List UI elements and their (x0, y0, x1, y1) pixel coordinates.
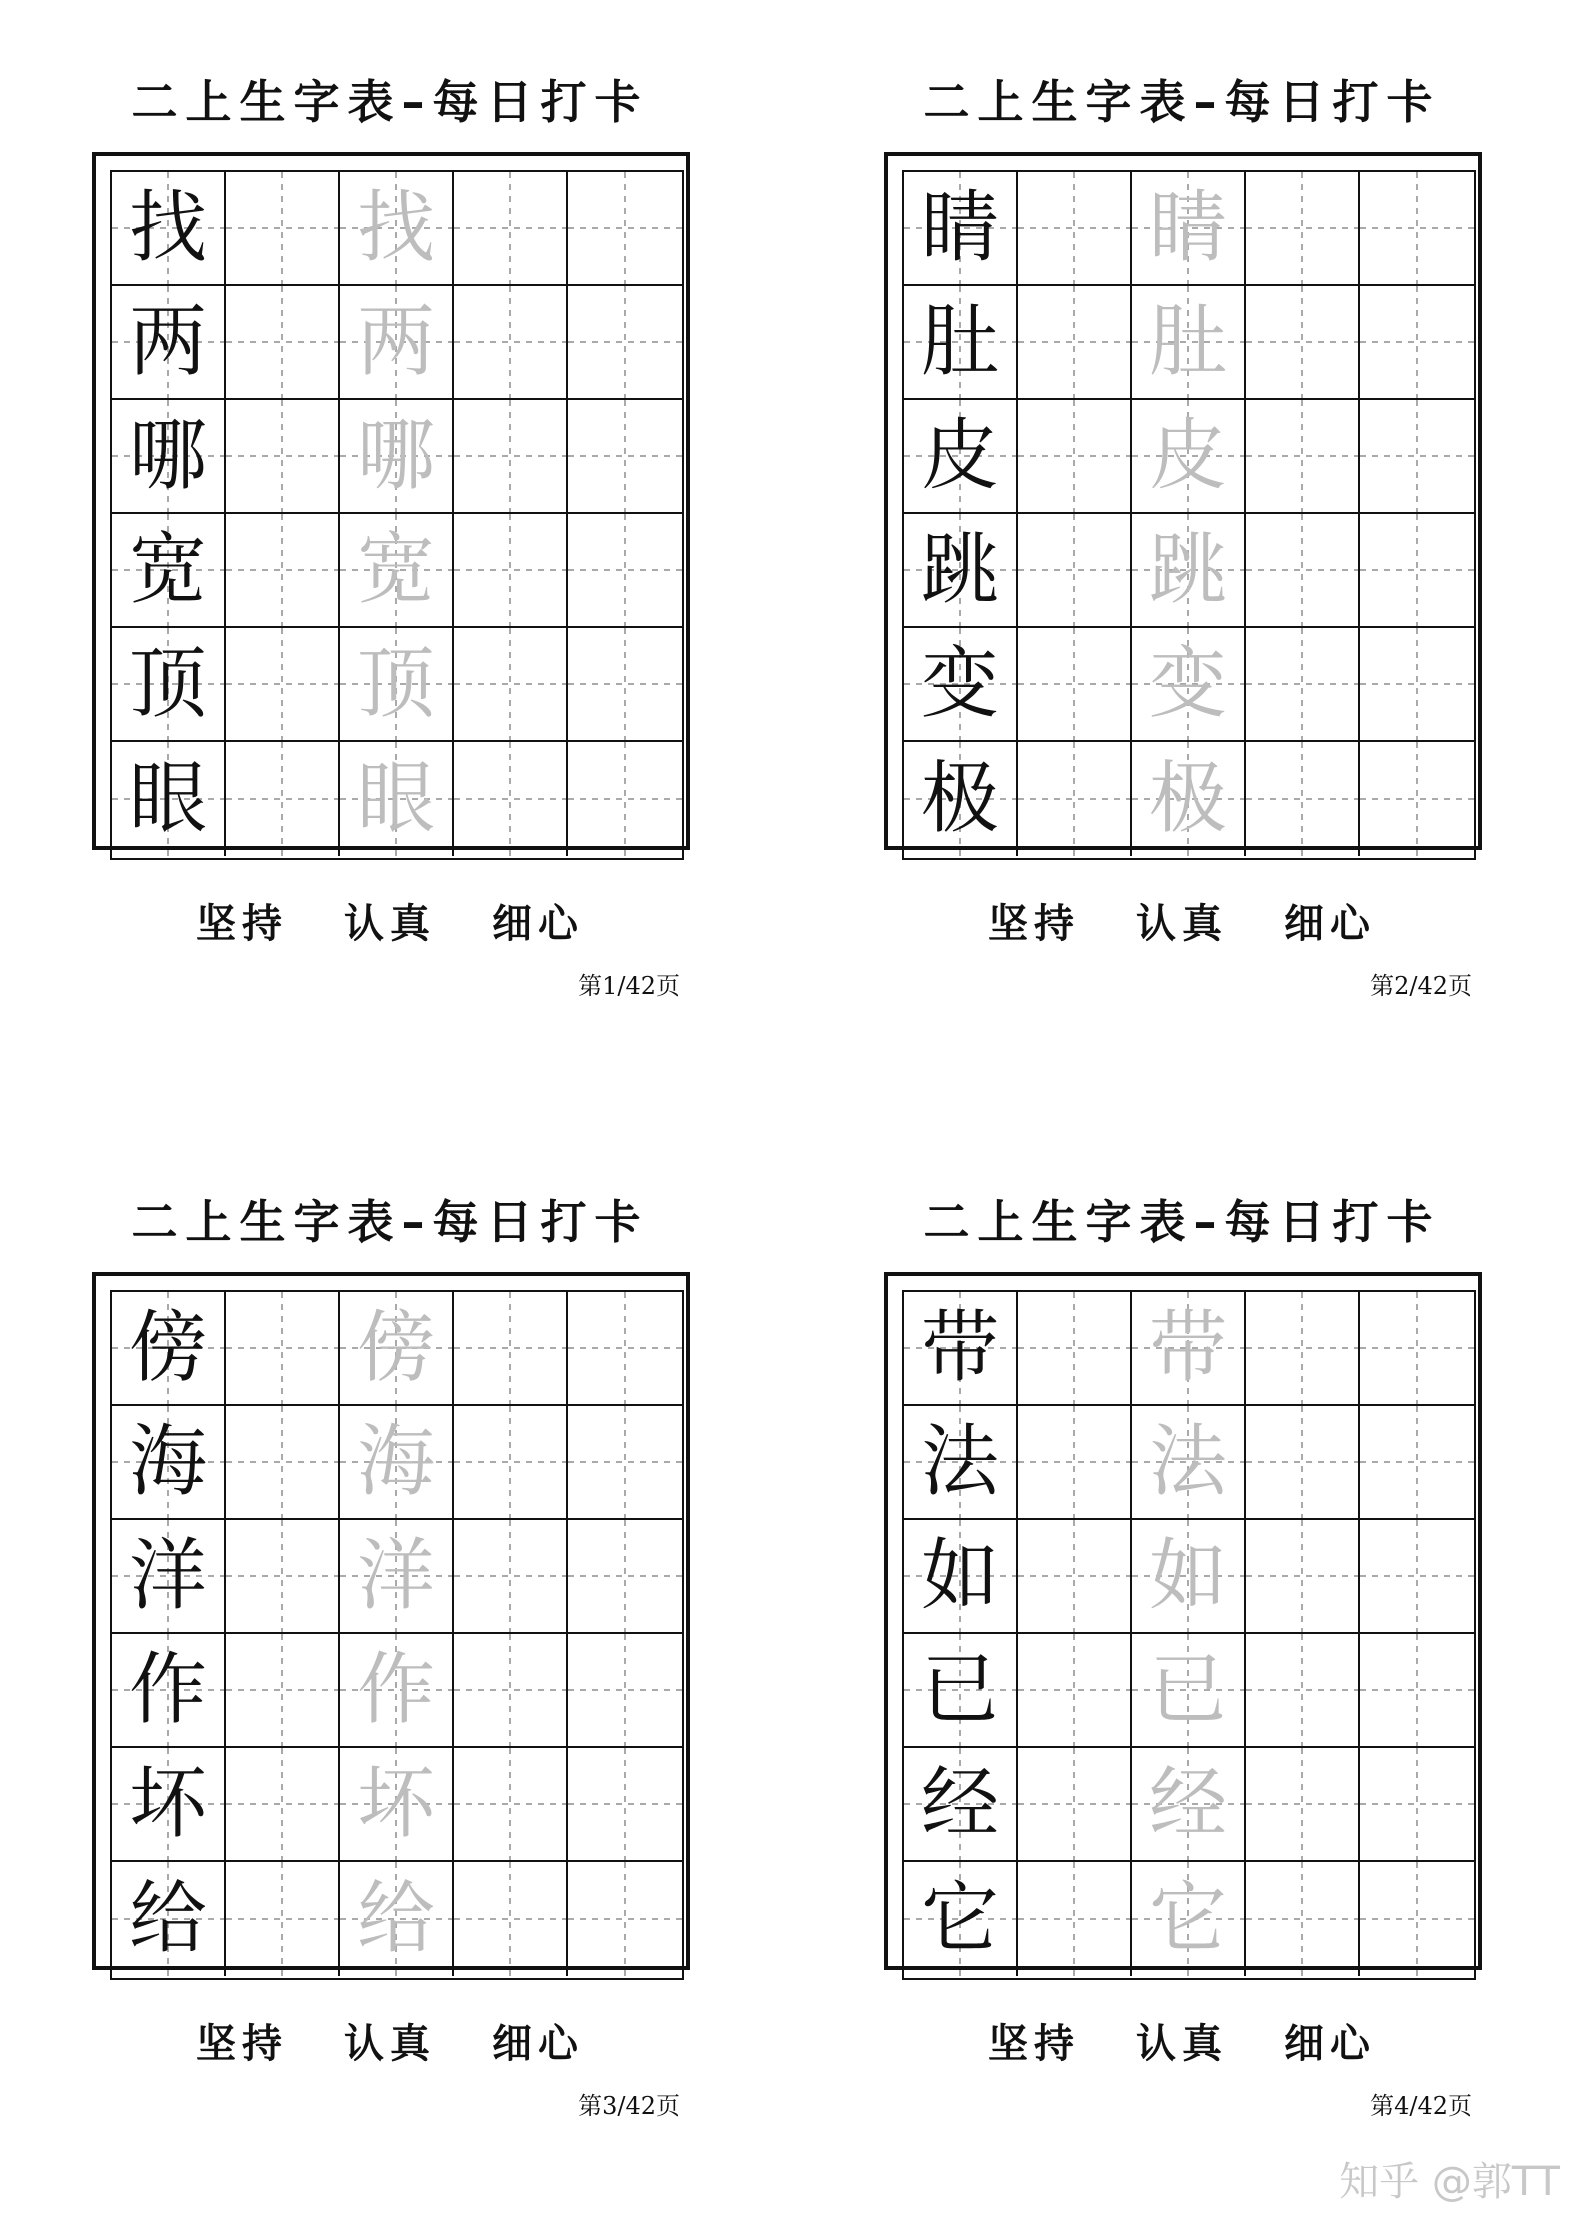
practice-cell[interactable] (226, 172, 340, 286)
trace-char: 如 (1148, 1531, 1227, 1621)
page-number: 第3/42页 (578, 2092, 680, 2120)
model-char-cell (904, 514, 1018, 628)
practice-cell[interactable] (454, 1520, 568, 1634)
trace-char-cell (1132, 1292, 1246, 1406)
practice-cell[interactable] (226, 1292, 340, 1406)
trace-char-cell (1132, 1748, 1246, 1862)
model-char-cell (112, 514, 226, 628)
trace-char-cell (340, 400, 454, 514)
worksheet-title: 二上生字表–每日打卡 (923, 75, 1441, 129)
trace-char-cell (1132, 172, 1246, 286)
practice-cell[interactable] (568, 286, 682, 400)
grid-row (112, 514, 682, 628)
practice-cell[interactable] (1246, 1748, 1360, 1862)
practice-cell[interactable] (454, 514, 568, 628)
grid-frame (92, 1272, 690, 1970)
practice-cell[interactable] (226, 400, 340, 514)
trace-char: 法 (1148, 1417, 1227, 1507)
practice-cell[interactable] (226, 1862, 340, 1976)
practice-cell[interactable] (1360, 742, 1474, 856)
motto (80, 892, 700, 947)
model-char-cell (904, 742, 1018, 856)
practice-cell[interactable] (454, 628, 568, 742)
practice-cell[interactable] (1246, 1406, 1360, 1520)
grid-row (904, 1520, 1474, 1634)
practice-cell[interactable] (1018, 1634, 1132, 1748)
trace-char: 变 (1148, 639, 1227, 729)
motto-word: 坚持 (196, 901, 288, 947)
trace-char-cell (1132, 400, 1246, 514)
practice-cell[interactable] (1246, 1520, 1360, 1634)
watermark: 知乎 @郭TT (1339, 2159, 1560, 2205)
trace-char-cell (340, 172, 454, 286)
grid-frame (884, 152, 1482, 850)
model-char-cell (112, 1634, 226, 1748)
motto-word: 细心 (492, 2021, 584, 2067)
page-number: 第4/42页 (1370, 2092, 1472, 2120)
grid-row (904, 1292, 1474, 1406)
grid-row (904, 628, 1474, 742)
model-char: 找 (128, 183, 207, 273)
motto-word: 细心 (1284, 2021, 1376, 2067)
trace-char: 极 (1148, 754, 1227, 844)
trace-char-cell (340, 742, 454, 856)
model-char-cell (112, 1406, 226, 1520)
grid-frame (92, 152, 690, 850)
motto-word: 细心 (492, 901, 584, 947)
worksheet-title: 二上生字表–每日打卡 (131, 1195, 649, 1249)
grid-row (112, 286, 682, 400)
grid-row (112, 1406, 682, 1520)
practice-cell[interactable] (1246, 1862, 1360, 1976)
grid-row (112, 400, 682, 514)
trace-char-cell (340, 1520, 454, 1634)
model-char-cell (904, 1634, 1018, 1748)
practice-cell[interactable] (568, 1862, 682, 1976)
model-char: 它 (920, 1874, 999, 1964)
trace-char: 海 (356, 1417, 435, 1507)
model-char: 跳 (920, 525, 999, 615)
practice-cell[interactable] (568, 628, 682, 742)
grid-row (904, 1748, 1474, 1862)
grid-row (904, 286, 1474, 400)
trace-char: 已 (1148, 1645, 1227, 1735)
trace-char: 跳 (1148, 525, 1227, 615)
model-char: 作 (128, 1645, 207, 1735)
trace-char: 睛 (1148, 183, 1227, 273)
model-char: 顶 (128, 639, 207, 729)
trace-char-cell (1132, 286, 1246, 400)
model-char: 坏 (128, 1759, 207, 1849)
practice-cell[interactable] (1360, 1634, 1474, 1748)
practice-cell[interactable] (568, 172, 682, 286)
practice-cell[interactable] (1018, 742, 1132, 856)
practice-cell[interactable] (1360, 286, 1474, 400)
grid-row (112, 1748, 682, 1862)
model-char-cell (904, 1520, 1018, 1634)
trace-char: 它 (1148, 1874, 1227, 1964)
character-grid (110, 1290, 684, 1980)
practice-cell[interactable] (568, 400, 682, 514)
trace-char-cell (340, 286, 454, 400)
model-char-cell (112, 286, 226, 400)
model-char: 已 (920, 1645, 999, 1735)
character-grid (902, 170, 1476, 860)
model-char: 法 (920, 1417, 999, 1507)
trace-char-cell (340, 1862, 454, 1976)
grid-row (904, 1634, 1474, 1748)
worksheet-page (80, 60, 760, 1000)
practice-cell[interactable] (1018, 628, 1132, 742)
practice-cell[interactable] (226, 1748, 340, 1862)
character-grid (902, 1290, 1476, 1980)
motto-word: 认真 (344, 2021, 436, 2067)
trace-char: 哪 (356, 411, 435, 501)
page-number: 第1/42页 (578, 972, 680, 1000)
practice-cell[interactable] (568, 514, 682, 628)
model-char-cell (904, 1748, 1018, 1862)
practice-cell[interactable] (454, 742, 568, 856)
grid-row (904, 1406, 1474, 1520)
practice-cell[interactable] (454, 172, 568, 286)
practice-cell[interactable] (454, 1748, 568, 1862)
practice-cell[interactable] (1360, 514, 1474, 628)
model-char: 如 (920, 1531, 999, 1621)
practice-cell[interactable] (454, 1406, 568, 1520)
model-char: 皮 (920, 411, 999, 501)
motto (872, 2012, 1492, 2067)
model-char: 洋 (128, 1531, 207, 1621)
trace-char: 坏 (356, 1759, 435, 1849)
worksheet-title: 二上生字表–每日打卡 (923, 1195, 1441, 1249)
practice-cell[interactable] (568, 1748, 682, 1862)
practice-cell[interactable] (1246, 400, 1360, 514)
grid-row (112, 742, 682, 856)
model-char-cell (112, 1748, 226, 1862)
practice-cell[interactable] (1246, 286, 1360, 400)
trace-char: 眼 (356, 754, 435, 844)
trace-char-cell (1132, 628, 1246, 742)
trace-char-cell (340, 1292, 454, 1406)
model-char: 宽 (128, 525, 207, 615)
grid-row (112, 628, 682, 742)
practice-cell[interactable] (1360, 628, 1474, 742)
model-char-cell (904, 1292, 1018, 1406)
trace-char-cell (1132, 742, 1246, 856)
model-char-cell (904, 1406, 1018, 1520)
model-char-cell (112, 742, 226, 856)
trace-char: 肚 (1148, 297, 1227, 387)
practice-cell[interactable] (568, 1520, 682, 1634)
grid-row (112, 1292, 682, 1406)
practice-cell[interactable] (1018, 1748, 1132, 1862)
trace-char: 找 (356, 183, 435, 273)
practice-cell[interactable] (454, 1634, 568, 1748)
character-grid (110, 170, 684, 860)
practice-cell[interactable] (226, 514, 340, 628)
model-char-cell (904, 172, 1018, 286)
practice-cell[interactable] (226, 286, 340, 400)
grid-row (904, 742, 1474, 856)
motto-word: 坚持 (196, 2021, 288, 2067)
worksheet-page (872, 60, 1552, 1000)
trace-char: 两 (356, 297, 435, 387)
trace-char: 傍 (356, 1303, 435, 1393)
trace-char: 给 (356, 1874, 435, 1964)
model-char: 变 (920, 639, 999, 729)
practice-cell[interactable] (1018, 1406, 1132, 1520)
practice-cell[interactable] (1246, 1292, 1360, 1406)
model-char-cell (112, 1292, 226, 1406)
practice-cell[interactable] (1360, 172, 1474, 286)
motto (872, 892, 1492, 947)
practice-cell[interactable] (568, 1634, 682, 1748)
model-char: 睛 (920, 183, 999, 273)
practice-cell[interactable] (226, 1520, 340, 1634)
practice-cell[interactable] (1018, 286, 1132, 400)
practice-cell[interactable] (1018, 1520, 1132, 1634)
model-char: 经 (920, 1759, 999, 1849)
practice-cell[interactable] (1246, 628, 1360, 742)
page-number: 第2/42页 (1370, 972, 1472, 1000)
motto (80, 2012, 700, 2067)
model-char: 傍 (128, 1303, 207, 1393)
practice-cell[interactable] (1018, 400, 1132, 514)
model-char: 肚 (920, 297, 999, 387)
trace-char: 皮 (1148, 411, 1227, 501)
trace-char: 经 (1148, 1759, 1227, 1849)
practice-cell[interactable] (1246, 742, 1360, 856)
motto-word: 坚持 (988, 2021, 1080, 2067)
practice-cell[interactable] (1246, 172, 1360, 286)
practice-cell[interactable] (1018, 172, 1132, 286)
motto-word: 认真 (1136, 2021, 1228, 2067)
trace-char: 带 (1148, 1303, 1227, 1393)
practice-cell[interactable] (226, 742, 340, 856)
trace-char-cell (1132, 514, 1246, 628)
practice-cell[interactable] (1360, 1748, 1474, 1862)
trace-char: 洋 (356, 1531, 435, 1621)
worksheet-page (872, 1180, 1552, 2120)
grid-row (112, 172, 682, 286)
practice-cell[interactable] (1360, 1862, 1474, 1976)
model-char-cell (112, 1862, 226, 1976)
worksheet-page (80, 1180, 760, 2120)
practice-cell[interactable] (226, 1406, 340, 1520)
trace-char: 作 (356, 1645, 435, 1735)
model-char: 极 (920, 754, 999, 844)
trace-char-cell (340, 1634, 454, 1748)
model-char-cell (904, 628, 1018, 742)
practice-cell[interactable] (568, 1406, 682, 1520)
model-char: 海 (128, 1417, 207, 1507)
trace-char: 宽 (356, 525, 435, 615)
practice-cell[interactable] (1360, 1520, 1474, 1634)
trace-char: 顶 (356, 639, 435, 729)
trace-char-cell (1132, 1406, 1246, 1520)
model-char-cell (112, 1520, 226, 1634)
grid-row (112, 1862, 682, 1976)
motto-word: 细心 (1284, 901, 1376, 947)
practice-cell[interactable] (454, 286, 568, 400)
motto-word: 认真 (1136, 901, 1228, 947)
practice-cell[interactable] (454, 1292, 568, 1406)
model-char-cell (112, 400, 226, 514)
practice-cell[interactable] (1360, 400, 1474, 514)
model-char: 带 (920, 1303, 999, 1393)
grid-row (904, 172, 1474, 286)
grid-frame (884, 1272, 1482, 1970)
practice-cell[interactable] (1018, 514, 1132, 628)
trace-char-cell (340, 514, 454, 628)
motto-word: 坚持 (988, 901, 1080, 947)
worksheet-title: 二上生字表–每日打卡 (131, 75, 649, 129)
model-char: 两 (128, 297, 207, 387)
model-char: 给 (128, 1874, 207, 1964)
model-char: 眼 (128, 754, 207, 844)
practice-cell[interactable] (1360, 1406, 1474, 1520)
practice-cell[interactable] (226, 628, 340, 742)
trace-char-cell (1132, 1634, 1246, 1748)
grid-row (904, 1862, 1474, 1976)
motto-word: 认真 (344, 901, 436, 947)
practice-cell[interactable] (454, 1862, 568, 1976)
trace-char-cell (340, 1748, 454, 1862)
model-char-cell (904, 286, 1018, 400)
model-char-cell (112, 172, 226, 286)
trace-char-cell (1132, 1862, 1246, 1976)
grid-row (904, 400, 1474, 514)
trace-char-cell (340, 628, 454, 742)
trace-char-cell (1132, 1520, 1246, 1634)
practice-cell[interactable] (1246, 514, 1360, 628)
trace-char-cell (340, 1406, 454, 1520)
practice-cell[interactable] (1018, 1862, 1132, 1976)
practice-cell[interactable] (226, 1634, 340, 1748)
model-char: 哪 (128, 411, 207, 501)
practice-cell[interactable] (1018, 1292, 1132, 1406)
grid-row (112, 1520, 682, 1634)
model-char-cell (112, 628, 226, 742)
grid-row (904, 514, 1474, 628)
practice-cell[interactable] (454, 400, 568, 514)
model-char-cell (904, 1862, 1018, 1976)
practice-cell[interactable] (568, 1292, 682, 1406)
model-char-cell (904, 400, 1018, 514)
practice-cell[interactable] (1360, 1292, 1474, 1406)
practice-cell[interactable] (1246, 1634, 1360, 1748)
grid-row (112, 1634, 682, 1748)
practice-cell[interactable] (568, 742, 682, 856)
